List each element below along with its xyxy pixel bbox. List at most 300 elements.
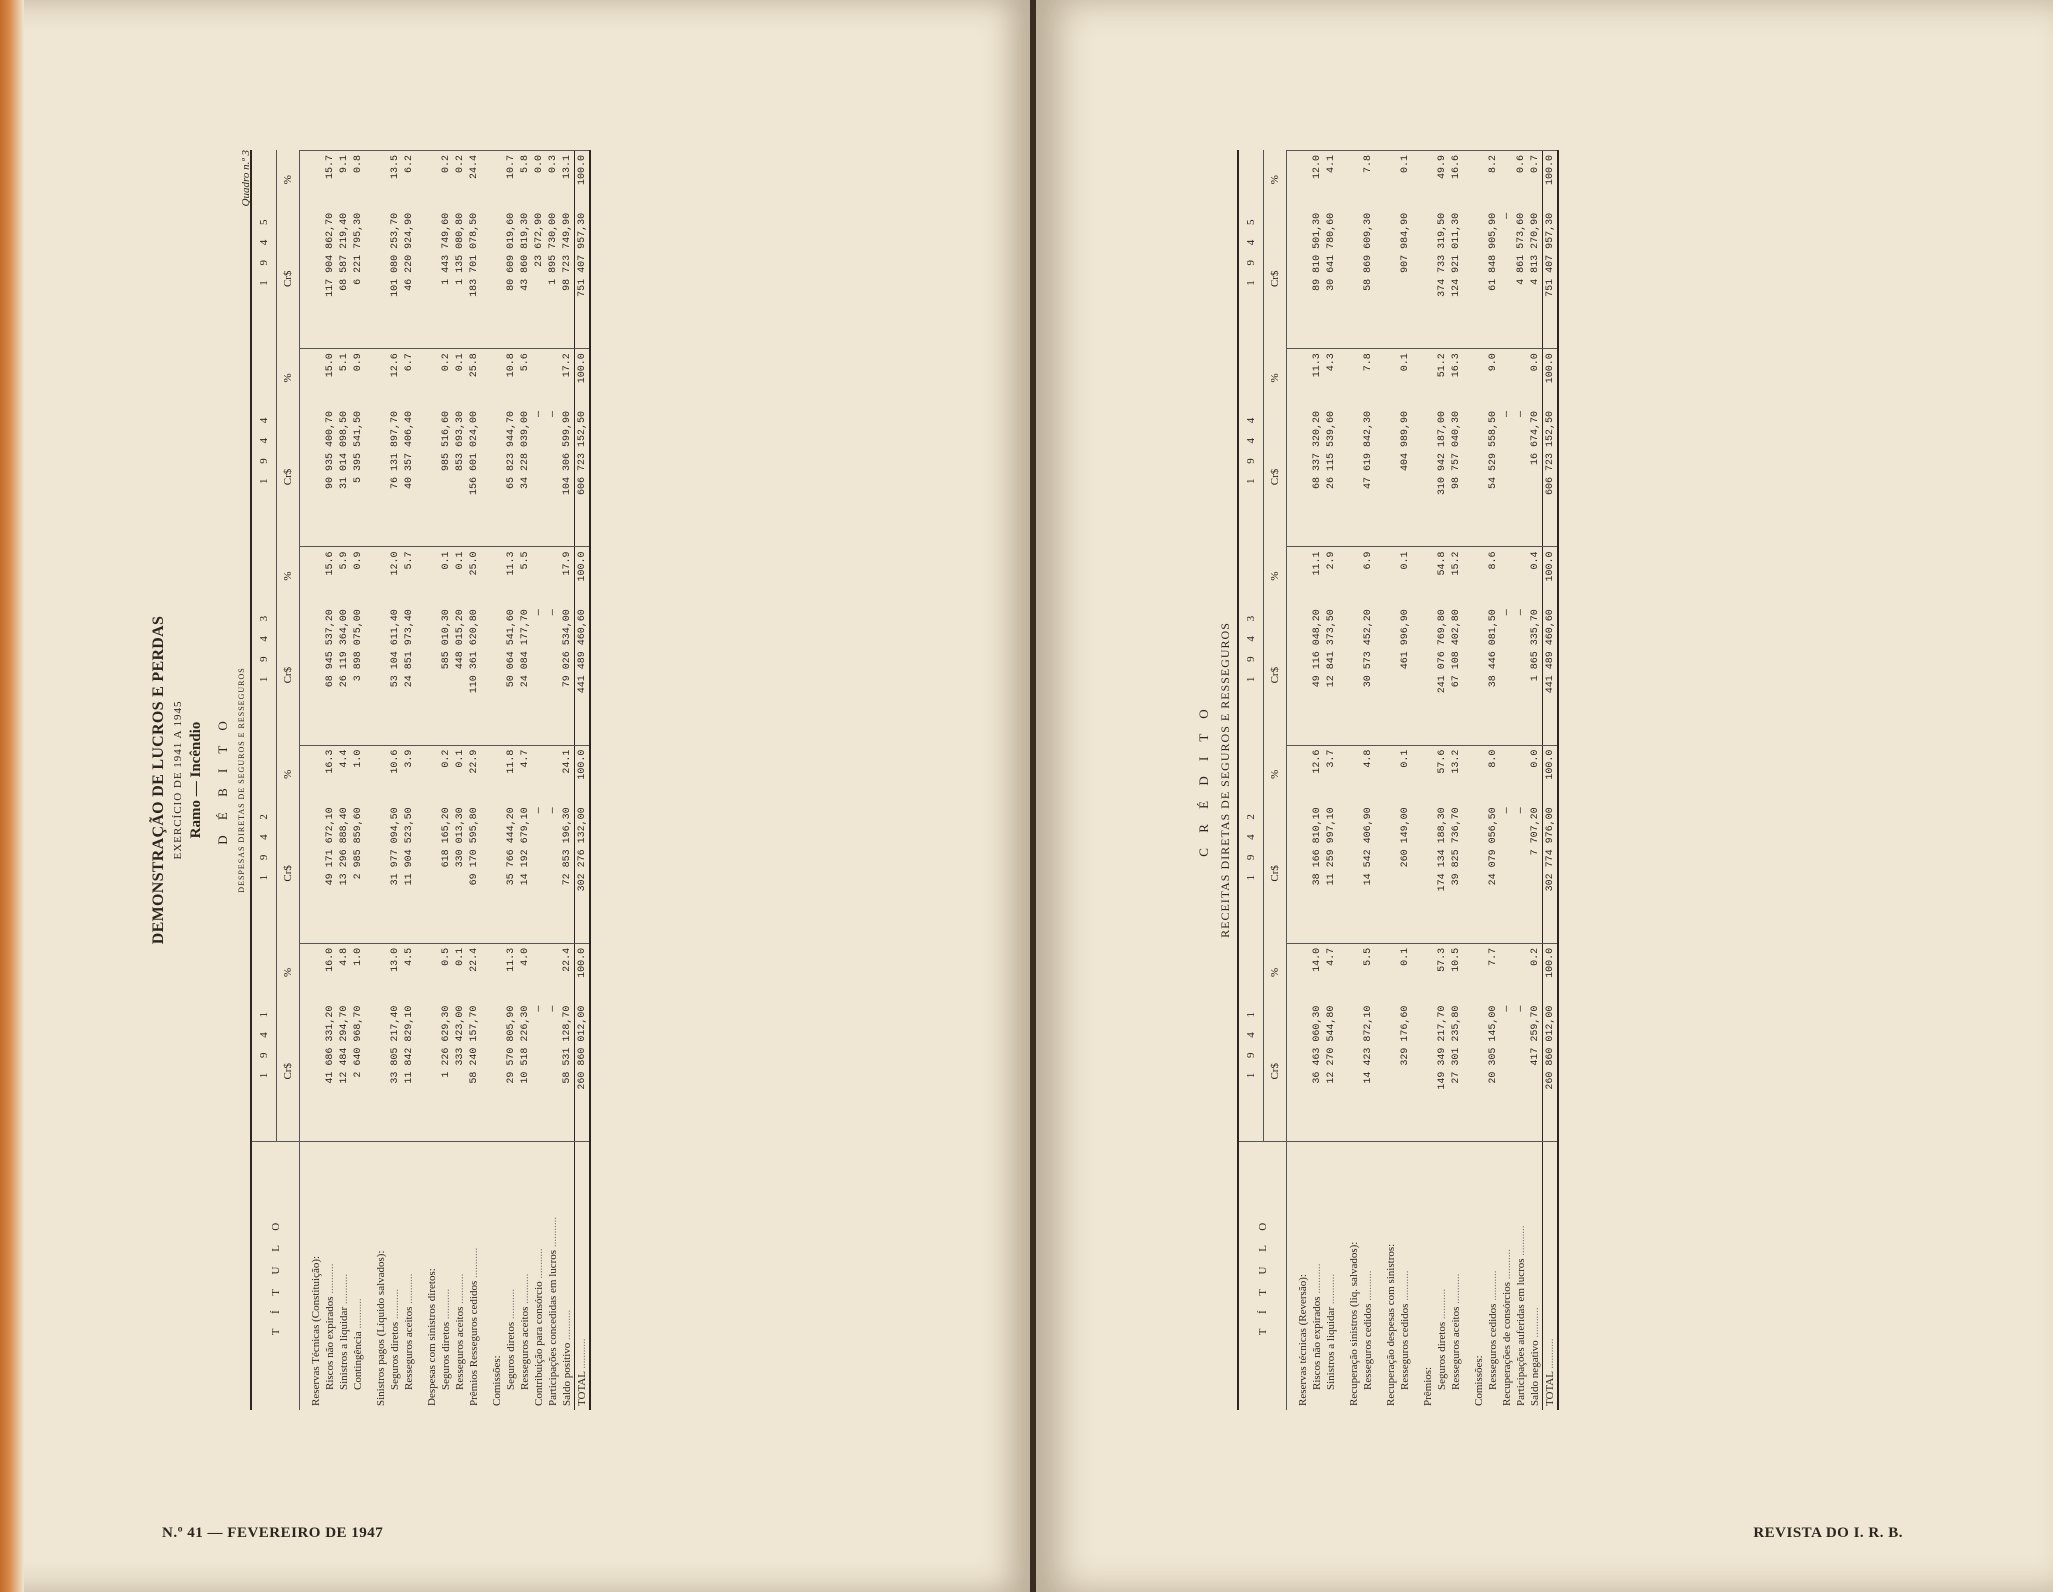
column-header-percent: % — [277, 547, 300, 605]
group-header-row — [1412, 151, 1435, 1411]
column-header-year: 1 9 4 1 — [251, 943, 277, 1141]
cell-percent — [1463, 547, 1486, 605]
row-label: Seguros diretos ..... — [439, 1142, 453, 1411]
cell-percent: 0.8 — [351, 151, 365, 209]
cell-percent: 0.3 — [546, 151, 560, 209]
cell-amount — [1463, 407, 1486, 547]
cell-amount: 751 407 957,30 — [575, 209, 591, 349]
cell-amount: 29 570 805,90 — [505, 1005, 517, 1084]
cell-amount: 124 921 011,30 — [1450, 212, 1462, 297]
cell-percent — [481, 943, 504, 1001]
cell-amount: 1 135 080,80 — [454, 212, 466, 285]
cell-amount — [1463, 803, 1486, 943]
cell-amount: 751 407 957,30 — [1543, 209, 1559, 349]
cell-amount: — — [1515, 1005, 1527, 1012]
cell-percent: 12.6 — [1310, 745, 1324, 803]
cell-percent — [1514, 943, 1528, 1001]
cell-percent: 0.2 — [439, 151, 453, 209]
cell-percent: 25.0 — [467, 547, 481, 605]
table-row — [1500, 151, 1514, 1411]
cell-percent — [1287, 547, 1311, 605]
cell-percent: 22.4 — [467, 943, 481, 1001]
cell-amount: 117 904 862,70 — [324, 212, 336, 297]
cell-amount — [1375, 1002, 1398, 1142]
table-row — [1324, 151, 1338, 1411]
cell-amount: 98 723 749,90 — [561, 212, 573, 291]
rotated-content-left — [150, 150, 970, 1410]
cell-amount — [1338, 1002, 1361, 1142]
cell-amount — [1338, 407, 1361, 547]
cell-percent — [481, 745, 504, 803]
cell-amount — [365, 1002, 388, 1142]
credito-table — [1237, 150, 1559, 1410]
cell-percent — [300, 943, 324, 1001]
cell-amount: 441 489 460,60 — [1543, 605, 1559, 745]
column-header-year: 1 9 4 4 — [1238, 349, 1264, 547]
cell-percent: 100.0 — [1543, 151, 1559, 209]
cell-percent: 7.8 — [1361, 349, 1375, 407]
cell-amount: 26 115 539,60 — [1325, 411, 1337, 490]
cell-amount: 5 395 541,50 — [352, 411, 364, 484]
cell-amount: — — [1501, 411, 1513, 418]
table-row — [337, 151, 351, 1411]
cell-percent: 0.1 — [453, 943, 467, 1001]
section-title-credito: C R É D I T O — [1196, 703, 1211, 857]
cell-amount — [1375, 407, 1398, 547]
group-header-row — [1338, 151, 1361, 1411]
cell-percent: 57.3 — [1435, 943, 1449, 1001]
cell-percent: 11.3 — [504, 547, 518, 605]
table-row — [560, 151, 575, 1411]
cell-percent: 51.2 — [1435, 349, 1449, 407]
cell-amount: 618 165,20 — [440, 807, 452, 868]
row-label: Participações concedidas em lucros ..... — [546, 1142, 560, 1411]
cell-percent — [1514, 349, 1528, 407]
cell-amount: 907 984,90 — [1399, 212, 1411, 273]
cell-amount: 69 170 595,80 — [468, 807, 480, 886]
row-label: Resseguros cedidos ..... — [1486, 1142, 1500, 1411]
cell-amount: 417 259,70 — [1529, 1005, 1541, 1066]
cell-amount: 79 026 534,00 — [561, 609, 573, 688]
column-header-currency: Cr$ — [1264, 1002, 1287, 1142]
cell-percent: 5.1 — [337, 349, 351, 407]
cell-amount: 329 176,60 — [1399, 1005, 1411, 1066]
cell-amount: 14 192 679,10 — [519, 807, 531, 886]
cell-amount — [1287, 209, 1311, 349]
cell-percent: 4.8 — [1361, 745, 1375, 803]
cell-percent: 12.0 — [388, 547, 402, 605]
cell-amount: 65 823 944,70 — [505, 411, 517, 490]
page-edge — [0, 0, 24, 1592]
cell-percent: 7.7 — [1486, 943, 1500, 1001]
cell-amount — [416, 407, 439, 547]
cell-percent — [546, 745, 560, 803]
column-header-percent: % — [1264, 943, 1287, 1001]
cell-percent: 0.4 — [1528, 547, 1543, 605]
cell-percent: 15.6 — [323, 547, 337, 605]
cell-amount: 985 516,60 — [440, 411, 452, 472]
cell-amount: — — [547, 609, 559, 616]
row-label: Riscos não expirados ..... — [323, 1142, 337, 1411]
report-title: DEMONSTRAÇÃO DE LUCROS E PERDAS — [150, 615, 167, 945]
cell-amount: 38 166 810,10 — [1311, 807, 1323, 886]
cell-percent: 22.4 — [560, 943, 575, 1001]
row-label: Recuperação sinistros (liq. salvados): — [1338, 1142, 1361, 1411]
total-row — [1543, 151, 1559, 1411]
cell-percent: 3.9 — [402, 745, 416, 803]
cell-percent — [1375, 943, 1398, 1001]
cell-amount: 156 601 024,00 — [468, 411, 480, 496]
cell-percent: 24.1 — [560, 745, 575, 803]
cell-percent — [416, 151, 439, 209]
cell-percent: 9.1 — [337, 151, 351, 209]
cell-percent — [1412, 349, 1435, 407]
row-label: Sinistros a liquidar ..... — [1324, 1142, 1338, 1411]
cell-percent: 16.0 — [323, 943, 337, 1001]
cell-percent — [1375, 745, 1398, 803]
cell-percent: 13.2 — [1449, 745, 1463, 803]
cell-percent — [300, 151, 324, 209]
row-label: Comissões: — [481, 1142, 504, 1411]
cell-percent: 16.3 — [323, 745, 337, 803]
column-header-year: 1 9 4 2 — [1238, 745, 1264, 943]
cell-percent: 5.8 — [518, 151, 532, 209]
cell-percent — [1412, 547, 1435, 605]
row-label: Saldo positivo ..... — [560, 1142, 575, 1411]
cell-percent: 8.6 — [1486, 547, 1500, 605]
cell-amount: 183 701 078,50 — [468, 212, 480, 297]
row-label: Resseguros aceitos ..... — [402, 1142, 416, 1411]
cell-amount: 98 757 040,30 — [1450, 411, 1462, 490]
cell-percent: 100.0 — [1543, 943, 1559, 1001]
cell-percent: 0.1 — [1398, 151, 1412, 209]
cell-amount: 11 904 523,50 — [403, 807, 415, 886]
column-header-percent: % — [277, 349, 300, 407]
cell-amount — [365, 209, 388, 349]
row-label: TOTAL ..... — [575, 1142, 591, 1411]
column-header-currency: Cr$ — [1264, 209, 1287, 349]
cell-amount — [300, 605, 324, 745]
cell-percent: 49.9 — [1435, 151, 1449, 209]
row-label: Resseguros cedidos ..... — [1361, 1142, 1375, 1411]
cell-percent: 57.6 — [1435, 745, 1449, 803]
cell-amount: 58 531 128,70 — [561, 1005, 573, 1084]
cell-percent: 4.1 — [1324, 151, 1338, 209]
cell-amount — [1287, 407, 1311, 547]
table-year-row — [1238, 151, 1264, 1411]
debito-table-body — [300, 151, 591, 1411]
cell-amount — [1412, 1002, 1435, 1142]
cell-amount: — — [1501, 609, 1513, 616]
cell-amount: 11 259 997,10 — [1325, 807, 1337, 886]
cell-amount: 302 276 132,00 — [575, 803, 591, 943]
column-header-percent: % — [1264, 151, 1287, 209]
cell-amount: — — [547, 807, 559, 814]
cell-amount — [1287, 605, 1311, 745]
cell-percent — [546, 943, 560, 1001]
row-label: Participações auferidas em lucros ..... — [1514, 1142, 1528, 1411]
cell-amount: 33 805 217,40 — [389, 1005, 401, 1084]
cell-percent: 100.0 — [575, 745, 591, 803]
table-row — [402, 151, 416, 1411]
cell-amount: 43 860 819,30 — [519, 212, 531, 291]
cell-percent: 13.5 — [388, 151, 402, 209]
row-label: Contingência ..... — [351, 1142, 365, 1411]
cell-percent — [416, 349, 439, 407]
cell-percent: 15.7 — [323, 151, 337, 209]
cell-percent: 0.0 — [532, 151, 546, 209]
cell-percent — [300, 349, 324, 407]
cell-amount: 58 240 157,70 — [468, 1005, 480, 1084]
cell-amount: — — [533, 411, 545, 418]
cell-amount: 68 337 320,20 — [1311, 411, 1323, 490]
cell-amount — [1412, 407, 1435, 547]
row-label: Recuperações de consórcios ..... — [1500, 1142, 1514, 1411]
column-header-percent: % — [1264, 547, 1287, 605]
cell-amount: 330 013,30 — [454, 807, 466, 868]
cell-percent: 0.5 — [439, 943, 453, 1001]
cell-amount: 46 220 924,90 — [403, 212, 415, 291]
cell-amount: 310 942 187,00 — [1436, 411, 1448, 496]
cell-amount: 31 014 098,50 — [338, 411, 350, 490]
cell-amount — [1338, 209, 1361, 349]
cell-percent — [532, 943, 546, 1001]
cell-percent: 0.2 — [439, 349, 453, 407]
column-header-year: 1 9 4 4 — [251, 349, 277, 547]
cell-percent: 6.2 — [402, 151, 416, 209]
cell-amount — [300, 209, 324, 349]
cell-percent — [546, 349, 560, 407]
column-header-currency: Cr$ — [277, 407, 300, 547]
cell-percent — [1500, 151, 1514, 209]
cell-amount: 260 149,00 — [1399, 807, 1411, 868]
cell-percent: 1.0 — [351, 943, 365, 1001]
column-header-currency: Cr$ — [277, 1002, 300, 1142]
cell-amount: 174 134 188,30 — [1436, 807, 1448, 892]
cell-percent: 0.1 — [453, 547, 467, 605]
cell-percent: 22.9 — [467, 745, 481, 803]
table-row — [1435, 151, 1449, 1411]
cell-percent: 100.0 — [575, 151, 591, 209]
cell-amount: 49 116 048,20 — [1311, 609, 1323, 688]
cell-amount: 101 080 253,70 — [389, 212, 401, 297]
cell-amount — [416, 803, 439, 943]
cell-amount — [481, 1002, 504, 1142]
cell-amount: 31 977 094,50 — [389, 807, 401, 886]
cell-percent: 4.5 — [402, 943, 416, 1001]
cell-percent: 5.6 — [518, 349, 532, 407]
cell-percent: 10.7 — [504, 151, 518, 209]
cell-amount: — — [1515, 609, 1527, 616]
page-footer-left: N.º 41 — FEVEREIRO DE 1947 — [162, 1525, 384, 1541]
cell-percent: 0.1 — [1398, 547, 1412, 605]
cell-percent — [365, 547, 388, 605]
cell-amount — [1375, 209, 1398, 349]
cell-percent: 25.8 — [467, 349, 481, 407]
column-header-titulo: T Í T U L O — [1238, 1142, 1287, 1411]
cell-amount — [481, 803, 504, 943]
cell-percent: 100.0 — [575, 349, 591, 407]
cell-percent: 100.0 — [575, 547, 591, 605]
cell-amount: 12 270 544,80 — [1325, 1005, 1337, 1084]
cell-percent: 11.8 — [504, 745, 518, 803]
row-label: Resseguros aceitos ..... — [1449, 1142, 1463, 1411]
cell-amount: 76 131 897,70 — [389, 411, 401, 490]
cell-percent — [1463, 151, 1486, 209]
cell-percent: 2.9 — [1324, 547, 1338, 605]
column-header-percent: % — [277, 151, 300, 209]
row-label: Sinistros pagos (Líquido salvados): — [365, 1142, 388, 1411]
cell-amount: 853 693,30 — [454, 411, 466, 472]
cell-amount — [1463, 1002, 1486, 1142]
column-header-currency: Cr$ — [277, 209, 300, 349]
row-label: Prêmios: — [1412, 1142, 1435, 1411]
group-header-row — [416, 151, 439, 1411]
row-label: Resseguros aceitos ..... — [453, 1142, 467, 1411]
cell-amount: — — [1501, 1005, 1513, 1012]
cell-amount — [1287, 1002, 1311, 1142]
cell-amount — [1287, 803, 1311, 943]
cell-amount: 12 841 373,50 — [1325, 609, 1337, 688]
subsection-title-debito: DESPESAS DIRETAS DE SEGUROS E RESSEGUROS — [237, 667, 246, 893]
cell-percent: 100.0 — [1543, 547, 1559, 605]
cell-percent: 0.9 — [351, 349, 365, 407]
cell-percent: 6.9 — [1361, 547, 1375, 605]
cell-percent: 5.5 — [518, 547, 532, 605]
cell-percent — [1287, 151, 1311, 209]
cell-percent: 16.6 — [1449, 151, 1463, 209]
cell-percent — [1463, 943, 1486, 1001]
cell-amount: 110 361 620,80 — [468, 609, 480, 694]
cell-percent: 100.0 — [1543, 745, 1559, 803]
row-label: Contribuição para consórcio ..... — [532, 1142, 546, 1411]
cell-percent: 100.0 — [575, 943, 591, 1001]
cell-percent — [1375, 349, 1398, 407]
cell-percent — [365, 943, 388, 1001]
column-header-year: 1 9 4 1 — [1238, 943, 1264, 1141]
cell-amount: — — [533, 1005, 545, 1012]
cell-percent: 12.6 — [388, 349, 402, 407]
cell-percent — [365, 349, 388, 407]
subsection-title-credito: RECEITAS DIRETAS DE SEGUROS E RESSEGUROS — [1218, 622, 1232, 938]
cell-percent — [416, 547, 439, 605]
cell-percent: 15.0 — [323, 349, 337, 407]
column-header-titulo: T Í T U L O — [251, 1142, 300, 1411]
cell-percent — [416, 943, 439, 1001]
cell-percent: 0.9 — [351, 547, 365, 605]
cell-amount: 35 766 444,20 — [505, 807, 517, 886]
cell-percent: 10.8 — [504, 349, 518, 407]
cell-amount: 606 723 152,50 — [575, 407, 591, 547]
cell-amount: 7 707,20 — [1529, 807, 1541, 856]
group-header-row — [1375, 151, 1398, 1411]
cell-percent: 0.1 — [1398, 745, 1412, 803]
table-number: Quadro n.º 3 — [240, 150, 252, 207]
cell-percent: 4.4 — [337, 745, 351, 803]
cell-amount: 2 640 968,70 — [352, 1005, 364, 1078]
cell-amount: 54 529 558,50 — [1487, 411, 1499, 490]
page-footer-right: REVISTA DO I. R. B. — [1753, 1525, 1903, 1541]
cell-percent: 8.0 — [1486, 745, 1500, 803]
cell-percent — [1338, 943, 1361, 1001]
cell-amount: 80 609 019,60 — [505, 212, 517, 291]
cell-percent: 4.3 — [1324, 349, 1338, 407]
cell-amount: — — [1515, 411, 1527, 418]
cell-amount: 68 587 219,40 — [338, 212, 350, 291]
cell-percent: 6.7 — [402, 349, 416, 407]
cell-amount: — — [1501, 807, 1513, 814]
cell-amount — [1463, 605, 1486, 745]
cell-amount: 241 076 769,80 — [1436, 609, 1448, 694]
table-row — [388, 151, 402, 1411]
table-row — [467, 151, 481, 1411]
cell-percent — [300, 547, 324, 605]
table-row — [1310, 151, 1324, 1411]
row-label: Seguros diretos ..... — [1435, 1142, 1449, 1411]
cell-amount: 585 010,30 — [440, 609, 452, 670]
cell-amount: 14 423 872,10 — [1362, 1005, 1374, 1084]
cell-percent — [1514, 547, 1528, 605]
cell-percent: 4.8 — [337, 943, 351, 1001]
cell-percent — [1412, 151, 1435, 209]
cell-amount: 50 064 541,60 — [505, 609, 517, 688]
total-row — [575, 151, 591, 1411]
cell-amount: — — [533, 807, 545, 814]
cell-amount — [1338, 605, 1361, 745]
cell-percent: 0.2 — [439, 745, 453, 803]
cell-percent: 100.0 — [1543, 349, 1559, 407]
table-row — [323, 151, 337, 1411]
cell-amount: 4 861 573,60 — [1515, 212, 1527, 285]
cell-percent — [1338, 547, 1361, 605]
cell-amount: 6 221 795,30 — [352, 212, 364, 285]
table-row — [518, 151, 532, 1411]
cell-percent — [1287, 943, 1311, 1001]
cell-percent — [1412, 745, 1435, 803]
cell-amount: 23 672,90 — [533, 212, 545, 267]
cell-amount: 1 865 335,70 — [1529, 609, 1541, 682]
cell-percent: 0.1 — [453, 349, 467, 407]
cell-amount: — — [1515, 807, 1527, 814]
cell-percent: 0.2 — [1528, 943, 1543, 1001]
cell-percent: 0.0 — [1528, 349, 1543, 407]
cell-amount: 27 301 235,80 — [1450, 1005, 1462, 1084]
column-header-year: 1 9 4 3 — [1238, 547, 1264, 745]
column-header-currency: Cr$ — [1264, 605, 1287, 745]
cell-percent — [1500, 349, 1514, 407]
cell-amount: 61 848 905,90 — [1487, 212, 1499, 291]
cell-amount: 30 573 452,20 — [1362, 609, 1374, 688]
group-header-row — [1287, 151, 1311, 1411]
cell-percent: 8.2 — [1486, 151, 1500, 209]
table-row — [1449, 151, 1463, 1411]
section-title-debito: D É B I T O — [215, 715, 230, 845]
report-subtitle: EXERCÍCIO DE 1941 A 1945 — [172, 700, 184, 860]
rotated-content-right — [1136, 150, 2016, 1410]
table-row — [351, 151, 365, 1411]
cell-amount — [1412, 209, 1435, 349]
cell-percent: 4.7 — [1324, 943, 1338, 1001]
cell-amount: 1 895 730,00 — [547, 212, 559, 285]
cell-amount: 41 686 331,20 — [324, 1005, 336, 1084]
column-header-percent: % — [277, 943, 300, 1001]
cell-percent: 24.4 — [467, 151, 481, 209]
cell-amount: — — [1501, 212, 1513, 219]
cell-percent — [416, 745, 439, 803]
cell-percent: 0.1 — [1398, 349, 1412, 407]
table-row — [453, 151, 467, 1411]
row-label: Recuperação despesas com sinistros: — [1375, 1142, 1398, 1411]
